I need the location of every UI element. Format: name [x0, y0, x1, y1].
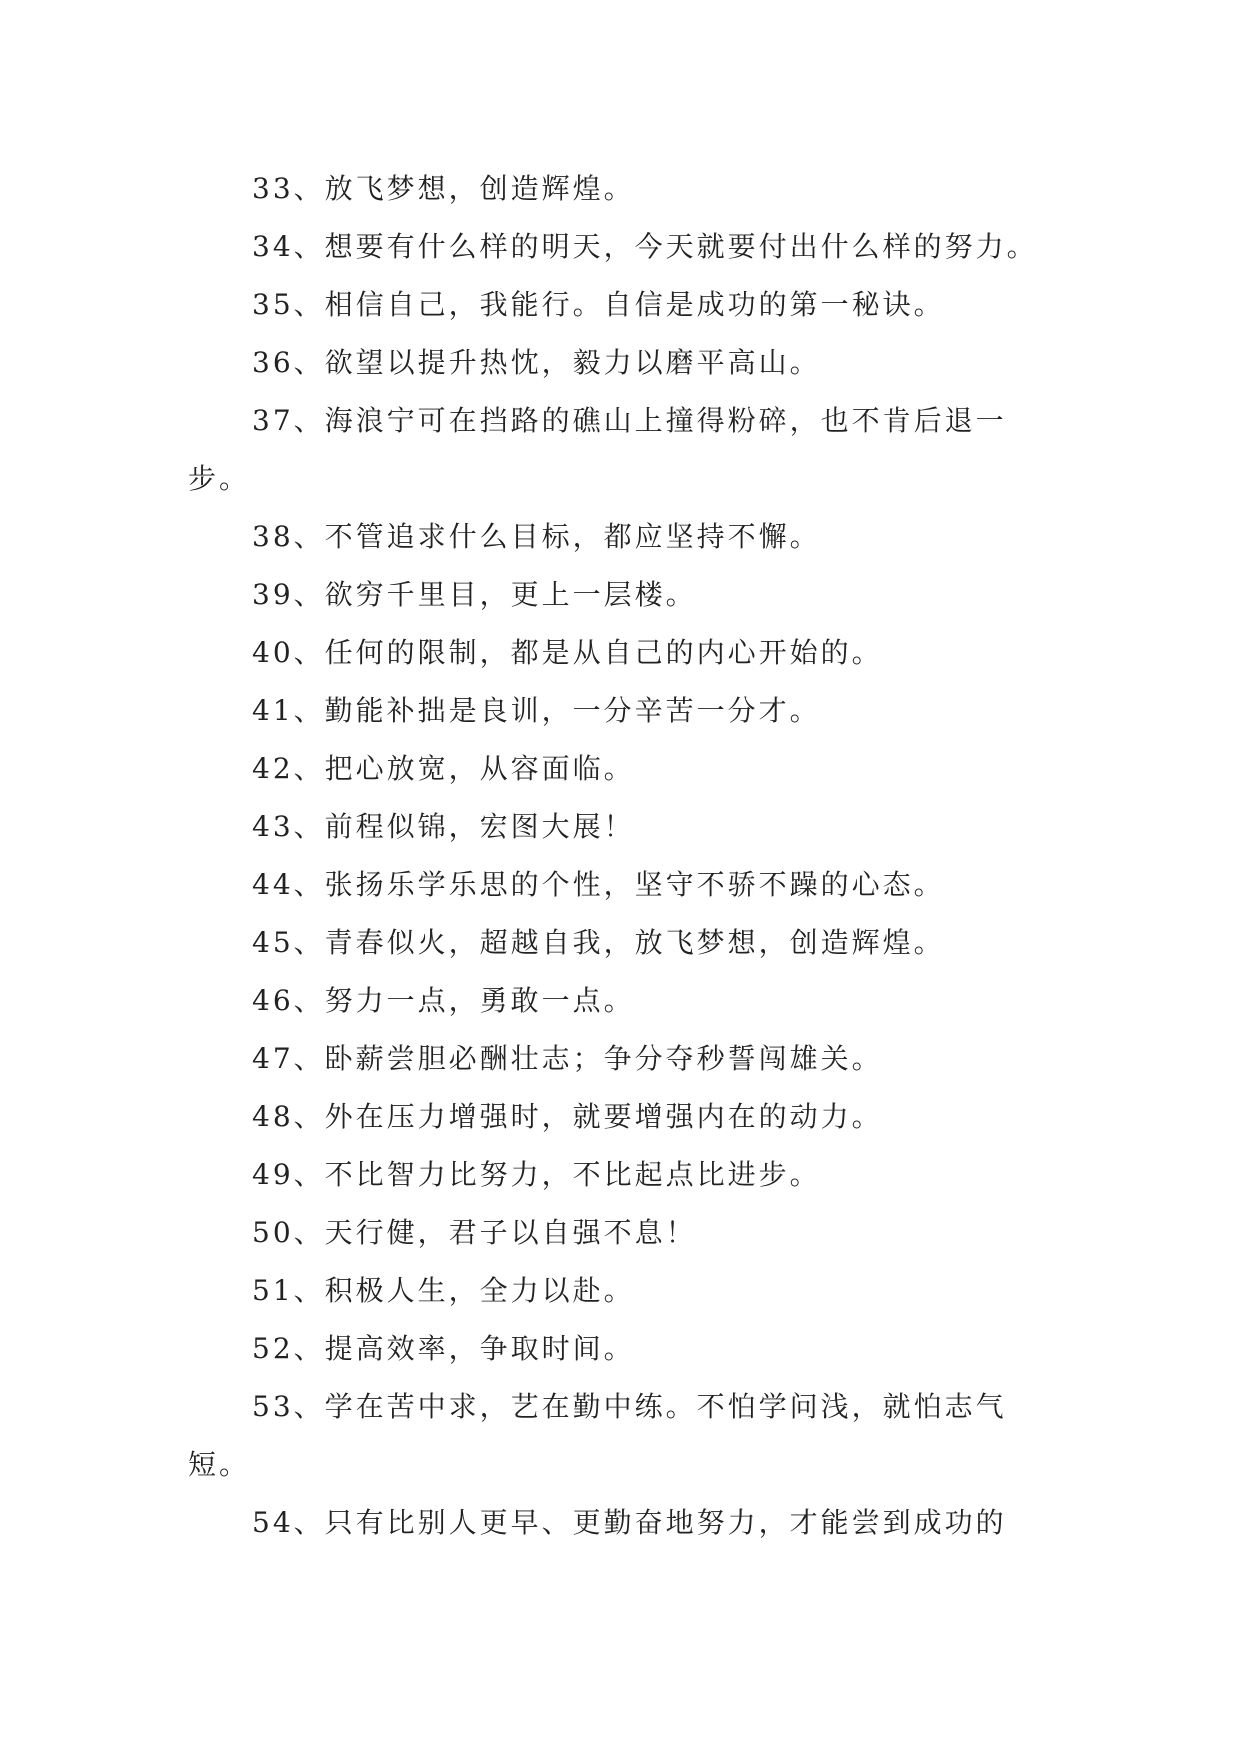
list-item: 36、欲望以提升热忱，毅力以磨平高山。 — [252, 346, 821, 379]
list-item: 45、青春似火，超越自我，放飞梦想，创造辉煌。 — [252, 926, 945, 959]
list-item: 37、海浪宁可在挡路的礁山上撞得粉碎，也不肯后退一步。 — [188, 404, 1007, 495]
list-item: 39、欲穷千里目，更上一层楼。 — [252, 578, 697, 611]
list-item: 34、想要有什么样的明天，今天就要付出什么样的努力。 — [252, 230, 1038, 263]
list-item: 42、把心放宽，从容面临。 — [252, 752, 635, 785]
list-item: 51、积极人生，全力以赴。 — [252, 1274, 635, 1307]
list-item: 38、不管追求什么目标，都应坚持不懈。 — [252, 520, 821, 553]
list-item: 46、努力一点，勇敢一点。 — [252, 984, 635, 1017]
list-item: 54、只有比别人更早、更勤奋地努力，才能尝到成功的 — [252, 1506, 1007, 1539]
list-item: 44、张扬乐学乐思的个性，坚守不骄不躁的心态。 — [252, 868, 945, 901]
list-item: 40、任何的限制，都是从自己的内心开始的。 — [252, 636, 883, 669]
list-item: 48、外在压力增强时，就要增强内在的动力。 — [252, 1100, 883, 1133]
list-item: 47、卧薪尝胆必酬壮志；争分夺秒誓闯雄关。 — [252, 1042, 883, 1075]
list-item: 50、天行健，君子以自强不息！ — [252, 1216, 697, 1249]
list-item: 49、不比智力比努力，不比起点比进步。 — [252, 1158, 821, 1191]
list-item: 53、学在苦中求，艺在勤中练。不怕学问浅，就怕志气短。 — [188, 1390, 1007, 1481]
list-item: 43、前程似锦，宏图大展！ — [252, 810, 635, 843]
list-item: 41、勤能补拙是良训，一分辛苦一分才。 — [252, 694, 821, 727]
list-item: 52、提高效率，争取时间。 — [252, 1332, 635, 1365]
list-item: 33、放飞梦想，创造辉煌。 — [252, 172, 635, 205]
list-item: 35、相信自己，我能行。自信是成功的第一秘诀。 — [252, 288, 945, 321]
document-body — [188, 160, 1050, 1552]
